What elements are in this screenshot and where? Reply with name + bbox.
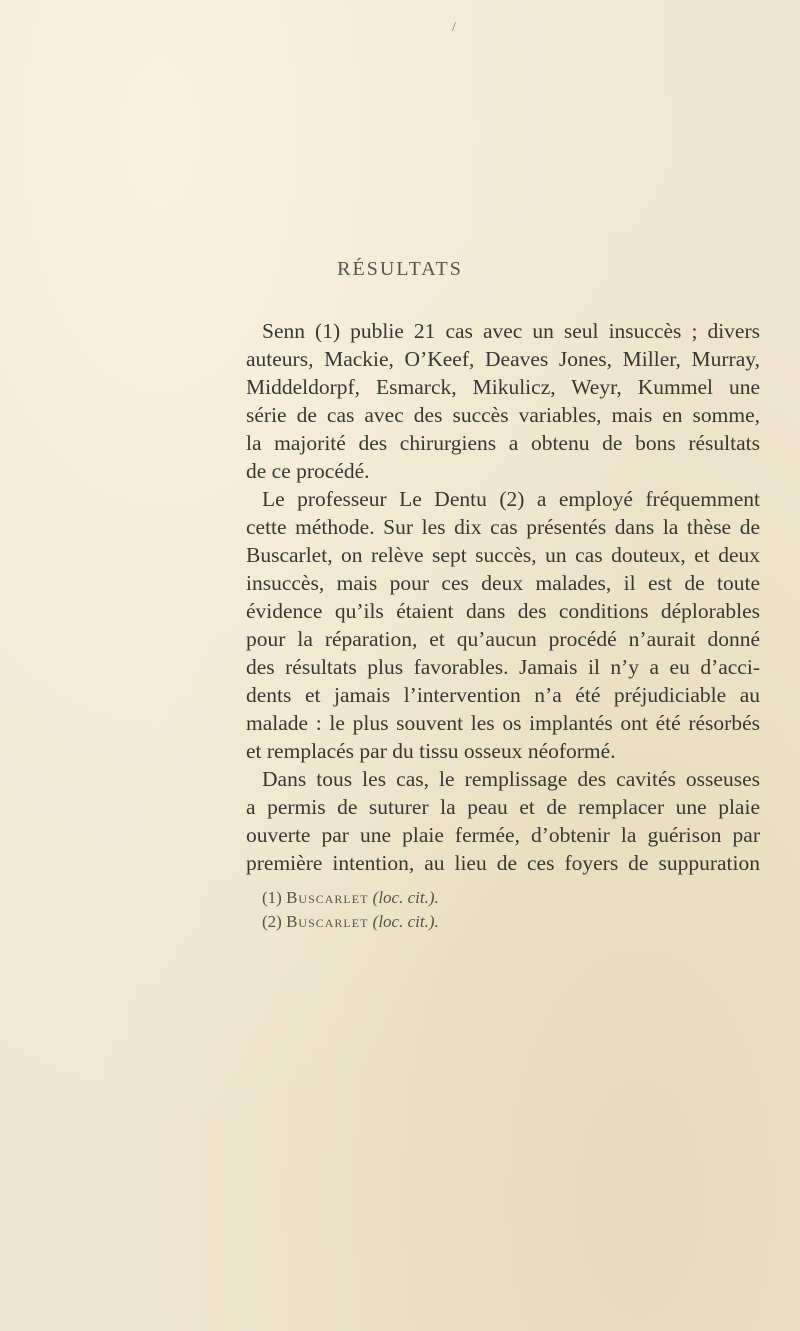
paragraph-2-line-6: pour la réparation, et qu’aucun procédé n’aurait donné	[246, 627, 760, 651]
paragraph-1-line-5: la majorité des chirurgiens a obtenu de bons résultats	[246, 431, 760, 455]
paragraph-1-line-2: auteurs, Mackie, O’Keef, Deaves Jones, Miller, Murray,	[246, 347, 760, 371]
paragraph-2-line-1: Le professeur Le Dentu (2) a employé fréquemment	[262, 487, 760, 511]
paragraph-3-line-3: ouverte par une plaie fermée, d’obtenir la guérison par	[246, 823, 760, 847]
paragraph-1-line-4: série de cas avec des succès variables, mais en somme,	[246, 403, 760, 427]
paragraph-2-line-4: insuccès, mais pour ces deux malades, il est de toute	[246, 571, 760, 595]
paragraph-2-line-9: malade : le plus souvent les os implantés ont été résorbés	[246, 711, 760, 735]
footnote-2-number: (2)	[262, 912, 282, 931]
paragraph-2-line-7: des résultats plus favorables. Jamais il n’y a eu d’acci-	[246, 655, 760, 679]
footnote-2-author: Buscarlet	[286, 912, 369, 931]
paragraph-2-line-3: Buscarlet, on relève sept succès, un cas douteux, et deux	[246, 543, 760, 567]
paragraph-2-line-2: cette méthode. Sur les dix cas présentés dans la thèse de	[246, 515, 760, 539]
footnote-1-number: (1)	[262, 888, 282, 907]
paragraph-3-line-1: Dans tous les cas, le remplissage des cavités osseuses	[262, 767, 760, 791]
paragraph-1-line-3: Middeldorpf, Esmarck, Mikulicz, Weyr, Kummel une	[246, 375, 760, 399]
paragraph-2-line-8: dents et jamais l’intervention n’a été préjudiciable au	[246, 683, 760, 707]
footnote-2	[262, 910, 439, 934]
paragraph-1-line-1: Senn (1) publie 21 cas avec un seul insuccès ; divers	[262, 319, 760, 343]
paragraph-3-line-4: première intention, au lieu de ces foyers de suppuration	[246, 851, 760, 875]
page-mark: /	[452, 20, 456, 35]
footnote-1-author: Buscarlet	[286, 888, 369, 907]
paragraph-3-line-2: a permis de suturer la peau et de remplacer une plaie	[246, 795, 760, 819]
footnote-1	[262, 886, 439, 910]
paragraph-1-line-6: de ce procédé.	[246, 459, 370, 483]
paragraph-2-line-10: et remplacés par du tissu osseux néoformé.	[246, 739, 616, 763]
paragraph-2-line-5: évidence qu’ils étaient dans des conditions déplorables	[246, 599, 760, 623]
footnote-2-reference: (loc. cit.).	[372, 912, 439, 931]
footnote-1-reference: (loc. cit.).	[372, 888, 439, 907]
page-heading: RÉSULTATS	[337, 258, 463, 280]
